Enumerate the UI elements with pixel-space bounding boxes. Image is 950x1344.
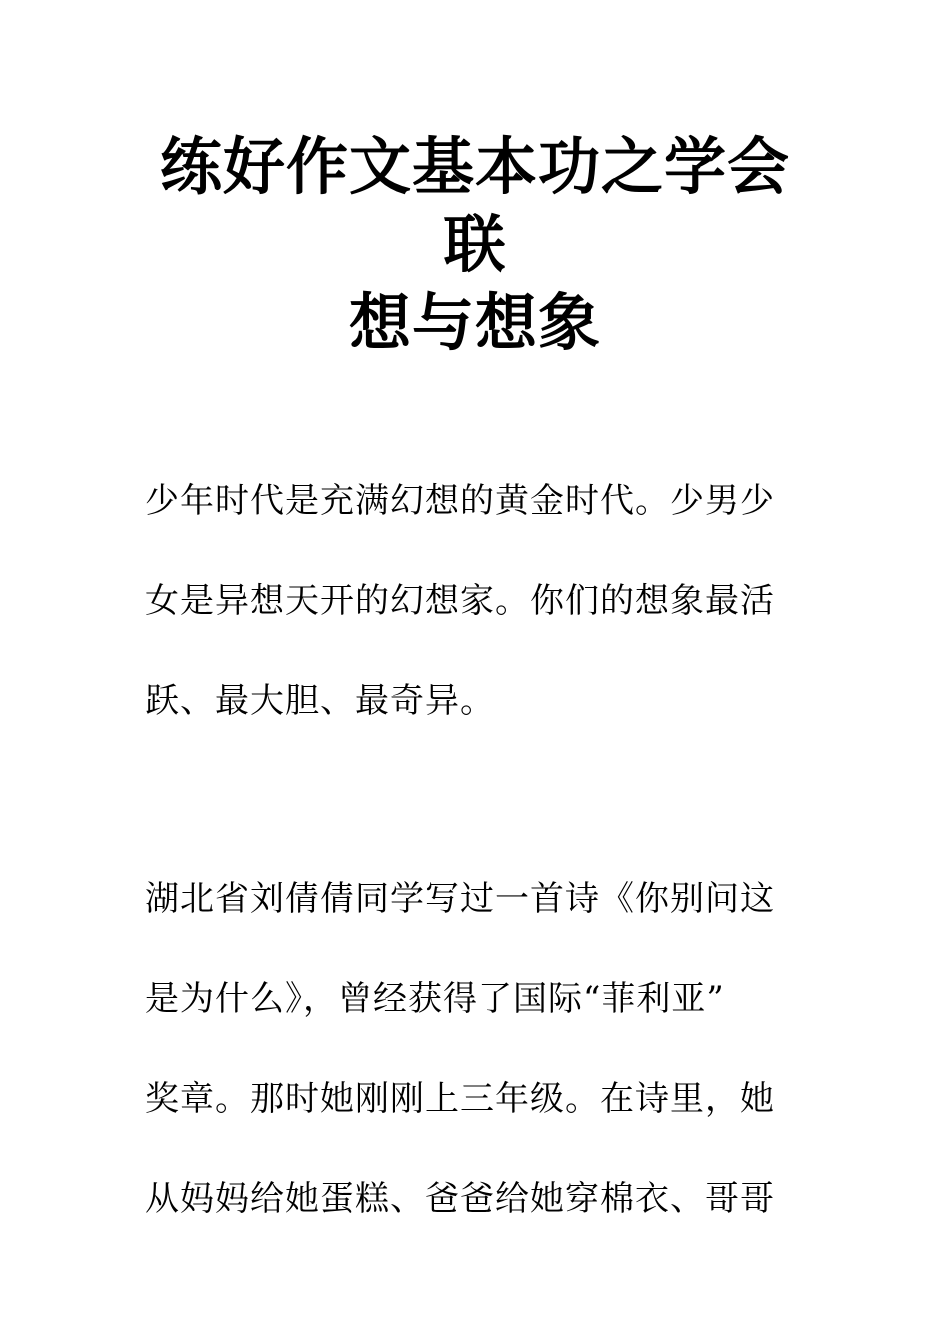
paragraph-line: 湖北省刘倩倩同学写过一首诗《你别问这 bbox=[145, 879, 775, 919]
title-line: 想与想象 bbox=[348, 286, 601, 359]
paragraph-line: 跃、最大胆、最奇异。 bbox=[145, 681, 495, 721]
document-title bbox=[140, 128, 810, 362]
paragraph-line: 是为什么》，曾经获得了国际“菲利亚” bbox=[145, 979, 725, 1019]
paragraph-1 bbox=[145, 451, 807, 751]
paragraph-line: 从妈妈给她蛋糕、爸爸给她穿棉衣、哥哥 bbox=[145, 1179, 775, 1219]
paragraph-line: 女是异想天开的幻想家。你们的想象最活 bbox=[145, 581, 775, 621]
paragraph-line: 奖章。那时她刚刚上三年级。在诗里，她 bbox=[145, 1079, 775, 1119]
paragraph-2 bbox=[145, 849, 807, 1249]
paragraph-line: 少年时代是充满幻想的黄金时代。少男少 bbox=[145, 481, 775, 521]
title-line: 练好作文基本功之学会联 bbox=[159, 130, 790, 281]
